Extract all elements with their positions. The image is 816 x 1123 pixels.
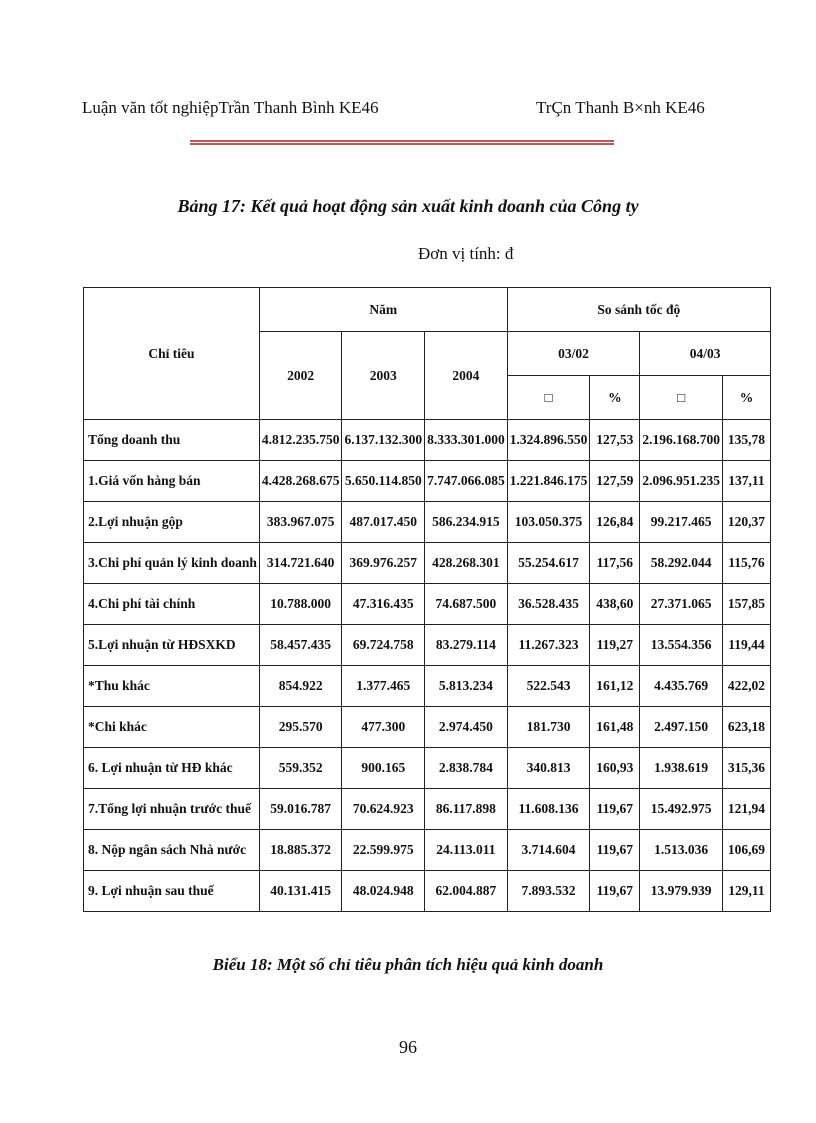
table-row [84, 789, 771, 830]
row-value: 1.221.846.175 [507, 461, 590, 502]
table-row [84, 830, 771, 871]
row-value: 22.599.975 [342, 830, 425, 871]
page-number: 96 [399, 1037, 417, 1057]
row-value: 295.570 [259, 707, 342, 748]
row-value: 121,94 [722, 789, 770, 830]
row-value: 7.747.066.085 [425, 461, 508, 502]
row-value: 69.724.758 [342, 625, 425, 666]
header-period: 03/02 [507, 332, 640, 376]
row-label: 2.Lợi nhuận gộp [84, 502, 260, 543]
row-value: 160,93 [590, 748, 640, 789]
row-label: Tổng doanh thu [84, 420, 260, 461]
row-value: 119,44 [722, 625, 770, 666]
row-value: 477.300 [342, 707, 425, 748]
row-value: 127,59 [590, 461, 640, 502]
row-value: 1.324.896.550 [507, 420, 590, 461]
row-label: 6. Lợi nhuận từ HĐ khác [84, 748, 260, 789]
row-value: 99.217.465 [640, 502, 723, 543]
table-body [84, 420, 771, 912]
table-row [84, 584, 771, 625]
row-value: 135,78 [722, 420, 770, 461]
header-abs-change: □ [640, 376, 723, 420]
row-value: 119,27 [590, 625, 640, 666]
row-value: 1.513.036 [640, 830, 723, 871]
row-value: 7.893.532 [507, 871, 590, 912]
row-value: 340.813 [507, 748, 590, 789]
results-table [83, 287, 771, 912]
table-row [84, 748, 771, 789]
header-pct-change: % [590, 376, 640, 420]
row-value: 487.017.450 [342, 502, 425, 543]
table-row [84, 420, 771, 461]
row-value: 137,11 [722, 461, 770, 502]
row-value: 2.196.168.700 [640, 420, 723, 461]
header-pct-change: % [722, 376, 770, 420]
row-value: 11.267.323 [507, 625, 590, 666]
row-value: 10.788.000 [259, 584, 342, 625]
row-value: 117,56 [590, 543, 640, 584]
row-value: 119,67 [590, 871, 640, 912]
row-value: 119,67 [590, 830, 640, 871]
row-label: 3.Chi phí quản lý kinh doanh [84, 543, 260, 584]
row-value: 2.497.150 [640, 707, 723, 748]
row-value: 522.543 [507, 666, 590, 707]
row-value: 48.024.948 [342, 871, 425, 912]
row-value: 5.813.234 [425, 666, 508, 707]
row-value: 161,48 [590, 707, 640, 748]
header-period: 04/03 [640, 332, 771, 376]
row-value: 5.650.114.850 [342, 461, 425, 502]
row-label: 7.Tổng lợi nhuận trước thuế [84, 789, 260, 830]
row-value: 559.352 [259, 748, 342, 789]
row-value: 126,84 [590, 502, 640, 543]
row-label: 4.Chi phí tài chính [84, 584, 260, 625]
table-row [84, 502, 771, 543]
figure-caption: Biểu 18: Một số chỉ tiêu phân tích hiệu quả kinh doanh [212, 955, 604, 974]
row-value: 854.922 [259, 666, 342, 707]
row-label: *Chi khác [84, 707, 260, 748]
table-title: Bảng 17: Kết quả hoạt động sản xuất kinh doanh của Công ty [177, 196, 639, 216]
row-value: 438,60 [590, 584, 640, 625]
row-value: 4.428.268.675 [259, 461, 342, 502]
row-value: 1.377.465 [342, 666, 425, 707]
header-divider [190, 140, 614, 146]
row-value: 103.050.375 [507, 502, 590, 543]
table-row [84, 461, 771, 502]
row-value: 1.938.619 [640, 748, 723, 789]
row-value: 127,53 [590, 420, 640, 461]
row-value: 2.974.450 [425, 707, 508, 748]
row-value: 3.714.604 [507, 830, 590, 871]
row-value: 58.457.435 [259, 625, 342, 666]
row-value: 106,69 [722, 830, 770, 871]
row-value: 13.979.939 [640, 871, 723, 912]
row-value: 115,76 [722, 543, 770, 584]
table-row [84, 543, 771, 584]
header-left-text: Luận văn tốt nghiệpTrần Thanh Bình KE46 [82, 98, 379, 117]
header-right-text: TrÇn Thanh B×nh KE46 [536, 98, 705, 117]
row-label: *Thu khác [84, 666, 260, 707]
row-value: 2.838.784 [425, 748, 508, 789]
row-value: 40.131.415 [259, 871, 342, 912]
row-value: 623,18 [722, 707, 770, 748]
header-indicator: Chỉ tiêu [84, 288, 260, 420]
row-value: 11.608.136 [507, 789, 590, 830]
header-year-group: Năm [259, 288, 507, 332]
row-label: 5.Lợi nhuận từ HĐSXKD [84, 625, 260, 666]
row-value: 129,11 [722, 871, 770, 912]
header-year: 2004 [425, 332, 508, 420]
row-value: 120,37 [722, 502, 770, 543]
row-value: 315,36 [722, 748, 770, 789]
row-value: 161,12 [590, 666, 640, 707]
row-value: 8.333.301.000 [425, 420, 508, 461]
row-value: 157,85 [722, 584, 770, 625]
row-value: 13.554.356 [640, 625, 723, 666]
header-year: 2002 [259, 332, 342, 420]
row-value: 314.721.640 [259, 543, 342, 584]
table-row [84, 707, 771, 748]
row-label: 9. Lợi nhuận sau thuế [84, 871, 260, 912]
row-value: 4.435.769 [640, 666, 723, 707]
table-row [84, 871, 771, 912]
row-value: 18.885.372 [259, 830, 342, 871]
row-value: 422,02 [722, 666, 770, 707]
row-value: 86.117.898 [425, 789, 508, 830]
row-value: 4.812.235.750 [259, 420, 342, 461]
row-value: 70.624.923 [342, 789, 425, 830]
table-row [84, 666, 771, 707]
row-value: 2.096.951.235 [640, 461, 723, 502]
row-value: 15.492.975 [640, 789, 723, 830]
header-year: 2003 [342, 332, 425, 420]
row-value: 55.254.617 [507, 543, 590, 584]
row-label: 1.Giá vốn hàng bán [84, 461, 260, 502]
row-value: 428.268.301 [425, 543, 508, 584]
row-value: 62.004.887 [425, 871, 508, 912]
row-value: 47.316.435 [342, 584, 425, 625]
unit-label: Đơn vị tính: đ [418, 244, 514, 263]
table-row [84, 625, 771, 666]
row-label: 8. Nộp ngân sách Nhà nước [84, 830, 260, 871]
row-value: 6.137.132.300 [342, 420, 425, 461]
row-value: 119,67 [590, 789, 640, 830]
header-abs-change: □ [507, 376, 590, 420]
row-value: 59.016.787 [259, 789, 342, 830]
row-value: 369.976.257 [342, 543, 425, 584]
row-value: 900.165 [342, 748, 425, 789]
header-compare-group: So sánh tốc độ [507, 288, 770, 332]
row-value: 181.730 [507, 707, 590, 748]
row-value: 27.371.065 [640, 584, 723, 625]
row-value: 36.528.435 [507, 584, 590, 625]
row-value: 58.292.044 [640, 543, 723, 584]
row-value: 24.113.011 [425, 830, 508, 871]
row-value: 74.687.500 [425, 584, 508, 625]
row-value: 586.234.915 [425, 502, 508, 543]
row-value: 383.967.075 [259, 502, 342, 543]
row-value: 83.279.114 [425, 625, 508, 666]
